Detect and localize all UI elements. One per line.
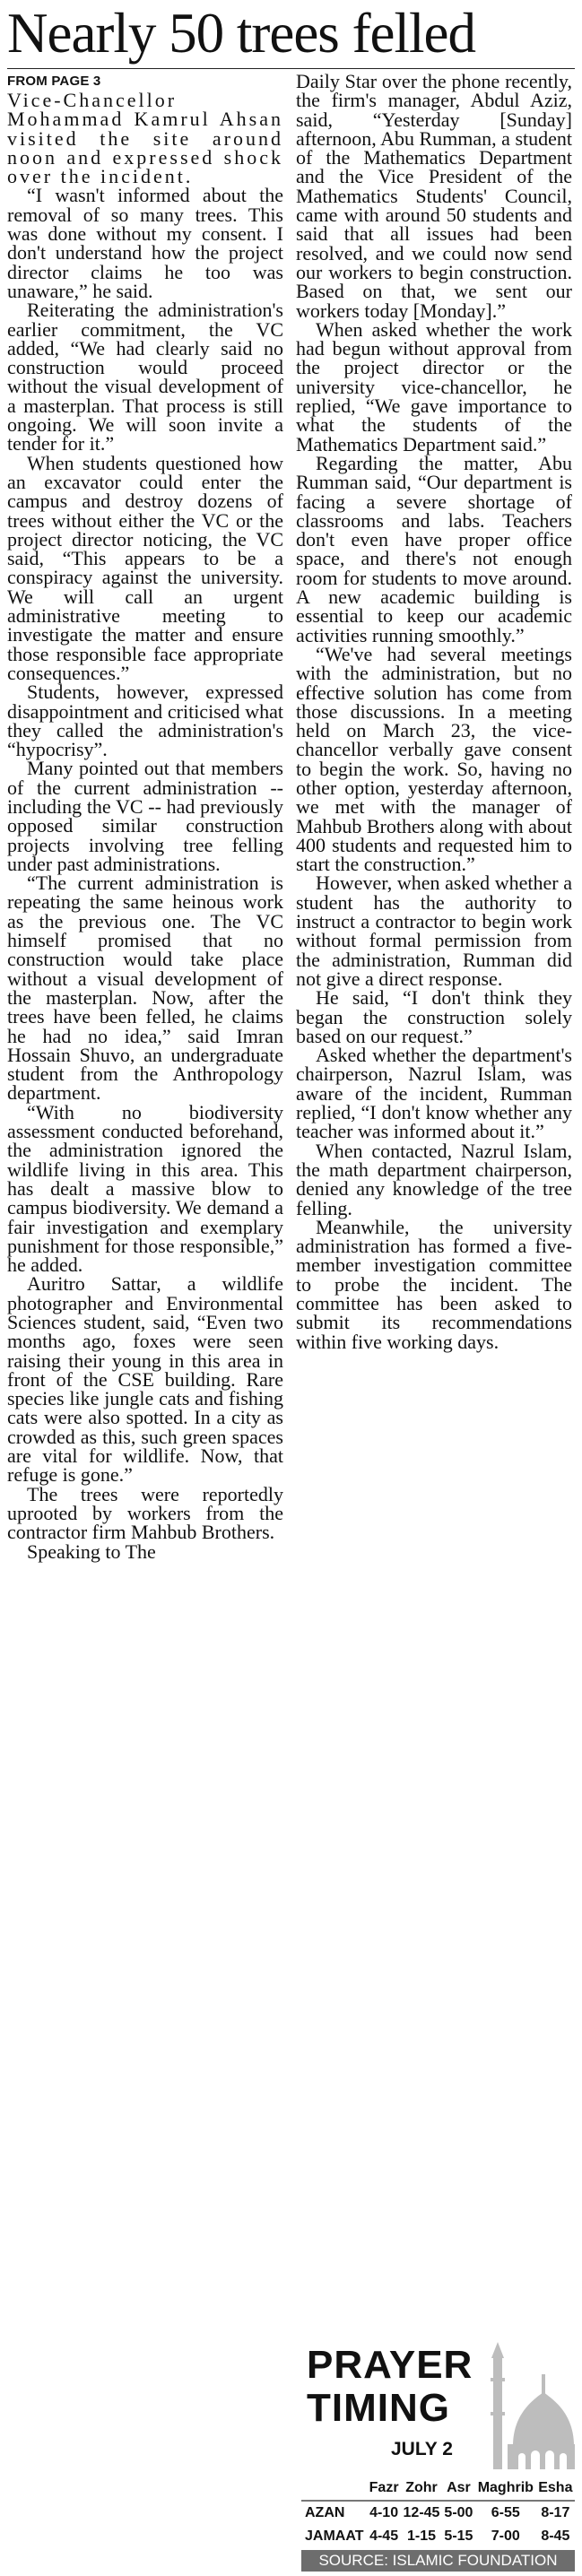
prayer-title bbox=[307, 2344, 473, 2430]
paragraph: Daily Star over the phone recently, the firm's manager, Abdul Aziz, said, “Yesterday [Sunday] afternoon, Abu Rumman, a student of the Mathematics Department and the Vice President of the Mathematics Students' Council, came with around 50 students and said that all issues had been resolved, and we could now send our workers to begin construction. Based on that, we sent our workers today [Monday].” bbox=[296, 70, 572, 322]
row-label: JAMAAT bbox=[305, 2528, 364, 2544]
prayer-header-cell: Fazr bbox=[369, 2480, 399, 2495]
time-cell: 1-15 bbox=[406, 2528, 437, 2544]
time-cell: 7-00 bbox=[491, 2528, 520, 2544]
paragraph: Auritro Sattar, a wildlife photographer and Environmental Sciences student, said, “Even two months ago, foxes were seen raising their young in this area in front of the CSE building. Rare species like jungle cats and fishing cats were also spotted. In a city as crowded as this, such green spaces are vital for wildlife. Now, that refuge is gone.” bbox=[7, 1272, 283, 1487]
time-cell: 8-17 bbox=[536, 2501, 575, 2525]
paragraph: Meanwhile, the university administration has formed a five-member investigation committee to probe the incident. The committee has been asked to submit its recommendations within five working days. bbox=[296, 1215, 572, 1353]
headline-rule bbox=[7, 68, 575, 69]
time-cell: 6-55 bbox=[475, 2501, 536, 2525]
prayer-table bbox=[301, 2476, 575, 2548]
paragraph: However, when asked whether a student has the authority to instruct a contractor to begin work without formal permission from the administration, Rumman did not give a direct response. bbox=[296, 872, 572, 990]
prayer-header-cell bbox=[301, 2476, 367, 2501]
source-bar: SOURCE: ISLAMIC FOUNDATION bbox=[301, 2550, 575, 2572]
paragraph: When contacted, Nazrul Islam, the math department chairperson, denied any knowledge of the tree felling. bbox=[296, 1139, 572, 1219]
prayer-title-line: PRAYER bbox=[307, 2343, 473, 2387]
left-column bbox=[7, 72, 283, 1561]
mosque-icon bbox=[488, 2338, 575, 2469]
time-cell: 4-45 bbox=[369, 2528, 399, 2544]
prayer-header-cell: Zohr bbox=[405, 2480, 438, 2495]
paragraph: “With no biodiversity assessment conducted beforehand, the administration ignored the wildlife living in this area. This has dealt a massive blow to campus biodiversity. We demand a fair investigation and exemplary punishment for those responsible,” he added. bbox=[7, 1100, 283, 1277]
kicker: FROM PAGE 3 bbox=[7, 74, 101, 89]
paragraph: Reiterating the administration's earlier commitment, the VC added, “We had clearly said no construction would proceed without the visual development of a masterplan. That process is still ongoing. We will soon invite a tender for it.” bbox=[7, 299, 283, 455]
paragraph: Vice-Chancellor Mohammad Kamrul Ahsan visited the site around noon and expressed shock over the incident. bbox=[7, 89, 283, 188]
time-cell: 4-10 bbox=[367, 2501, 401, 2525]
paragraph: “I wasn't informed about the removal of so many trees. This was done without my consent. I don't understand how the project director claims he too was unaware,” he said. bbox=[7, 184, 283, 302]
paragraph: “We've had several meetings with the administration, but no effective solution has come from those discussions. In a meeting held on March 23, the vice-chancellor verbally gave consent to begin the work. So, having no other option, yesterday afternoon, we met with the manager of Mahbub Brothers along with about 400 students and requested him to start the construction.” bbox=[296, 642, 572, 876]
right-column bbox=[296, 72, 572, 1351]
paragraph: “The current administration is repeating the same heinous work as the previous one. The VC himself promised that no construction would take place without a visual development of the masterplan. Now, after the trees have been felled, he claims he had no idea,” said Imran Hossain Shuvo, an undergraduate student from the Anthropology department. bbox=[7, 872, 283, 1105]
prayer-date: JULY 2 bbox=[391, 2439, 453, 2459]
paragraph: Speaking to The bbox=[27, 1540, 156, 1563]
paragraph: When students questioned how an excavator could enter the campus and destroy dozens of trees without either the VC or the project director noticing, the VC said, “This appears to be a conspiracy against the university. We will call an urgent administrative meeting to investigate the matter and ensure those responsible face appropriate consequences.” bbox=[7, 451, 283, 684]
prayer-title-line: TIMING bbox=[307, 2386, 450, 2430]
time-cell: 12-45 bbox=[401, 2501, 442, 2525]
prayer-header-cell: Asr bbox=[447, 2480, 471, 2495]
paragraph: When asked whether the work had begun without approval from the project director or the university vice-chancellor, he replied, “We gave importance to what the students of the Mathematics Department said.” bbox=[296, 317, 572, 455]
prayer-header-cell: Esha bbox=[538, 2480, 573, 2495]
paragraph: He said, “I don't think they began the construction solely based on our request.” bbox=[296, 986, 572, 1047]
paragraph: Asked whether the department's chairperson, Nazrul Islam, was aware of the incident, Rumman replied, “I don't know whether any teacher was informed about it.” bbox=[296, 1044, 572, 1143]
headline: Nearly 50 trees felled bbox=[7, 2, 475, 65]
paragraph: Regarding the matter, Abu Rumman said, “Our department is facing a severe shortage of classrooms and labs. Teachers don't even have proper office space, and there's not enough room for students to move around. A new academic building is essential to keep our academic activities running smoothly.” bbox=[296, 451, 572, 646]
prayer-timing-box bbox=[301, 2338, 575, 2573]
table-row bbox=[301, 2525, 575, 2548]
table-row bbox=[301, 2501, 575, 2525]
prayer-header-cell: Maghrib bbox=[477, 2480, 534, 2495]
time-cell: 5-00 bbox=[442, 2501, 475, 2525]
time-cell: 5-15 bbox=[444, 2528, 473, 2544]
paragraph: The trees were reportedly uprooted by workers from the contractor firm Mahbub Brothers. bbox=[7, 1482, 283, 1544]
row-label: AZAN bbox=[301, 2501, 367, 2525]
time-cell: 8-45 bbox=[541, 2528, 570, 2544]
paragraph: Many pointed out that members of the current administration -- including the VC -- had previously opposed similar construction projects involving tree felling under past administrations. bbox=[7, 757, 283, 875]
prayer-table-header-row bbox=[301, 2476, 575, 2501]
paragraph: Students, however, expressed disappointment and criticised what they called the administration's “hypocrisy”. bbox=[7, 681, 283, 761]
